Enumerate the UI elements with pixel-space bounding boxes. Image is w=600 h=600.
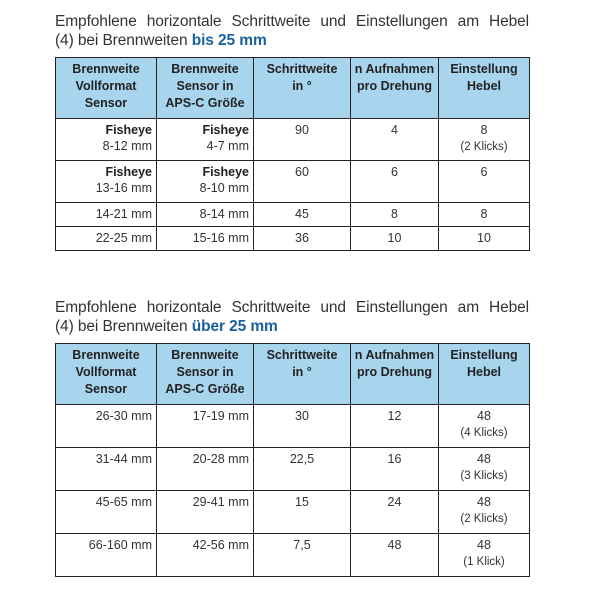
cell-lever: 48 (1 Klick)	[439, 534, 530, 577]
header-apsc: Brennweite Sensor in APS-C Größe	[157, 344, 254, 405]
heading-highlight: über 25 mm	[191, 318, 278, 335]
table-row	[56, 491, 530, 534]
cell-shots: 48	[351, 534, 439, 577]
section-heading	[55, 298, 529, 336]
header-apsc: Brennweite Sensor in APS-C Größe	[157, 58, 254, 119]
cell-shots: 16	[351, 448, 439, 491]
heading-line-1: Empfohlene horizontale Schrittweite und Einstellungen am Hebel	[55, 13, 529, 30]
table-row	[56, 227, 530, 251]
header-lever: Einstellung Hebel	[439, 58, 530, 119]
table-header-row	[56, 344, 530, 405]
cell-lever: 8 (2 Klicks)	[439, 119, 530, 161]
cell-fullframe: 26-30 mm	[56, 405, 157, 448]
table-row	[56, 161, 530, 203]
cell-lever: 10	[439, 227, 530, 251]
header-shots: n Aufnahmen pro Drehung	[351, 58, 439, 119]
cell-step: 45	[254, 203, 351, 227]
cell-step: 22,5	[254, 448, 351, 491]
heading-prefix: (4) bei Brennweiten	[55, 32, 192, 49]
header-step: Schrittweite in °	[254, 344, 351, 405]
section-up-to-25mm	[55, 12, 529, 251]
heading-highlight: bis 25 mm	[191, 32, 267, 49]
table-row	[56, 203, 530, 227]
cell-fullframe: Fisheye 8-12 mm	[56, 119, 157, 161]
header-fullframe: Brennweite Vollformat Sensor	[56, 58, 157, 119]
cell-step: 30	[254, 405, 351, 448]
header-shots: n Aufnahmen pro Drehung	[351, 344, 439, 405]
cell-step: 90	[254, 119, 351, 161]
cell-shots: 6	[351, 161, 439, 203]
cell-fullframe: 45-65 mm	[56, 491, 157, 534]
cell-fullframe: 22-25 mm	[56, 227, 157, 251]
cell-apsc: 29-41 mm	[157, 491, 254, 534]
table-row	[56, 448, 530, 491]
heading-prefix: (4) bei Brennweiten	[55, 318, 192, 335]
header-step: Schrittweite in °	[254, 58, 351, 119]
section-over-25mm	[55, 298, 529, 577]
table-row	[56, 405, 530, 448]
cell-lever: 48 (4 Klicks)	[439, 405, 530, 448]
table-row	[56, 534, 530, 577]
heading-line-2	[55, 31, 529, 50]
cell-apsc: Fisheye 8-10 mm	[157, 161, 254, 203]
section-heading	[55, 12, 529, 50]
header-lever: Einstellung Hebel	[439, 344, 530, 405]
cell-apsc: 20-28 mm	[157, 448, 254, 491]
cell-shots: 4	[351, 119, 439, 161]
heading-line-1: Empfohlene horizontale Schrittweite und Einstellungen am Hebel	[55, 299, 529, 316]
cell-shots: 24	[351, 491, 439, 534]
cell-lever: 8	[439, 203, 530, 227]
cell-lever: 48 (3 Klicks)	[439, 448, 530, 491]
cell-apsc: 8-14 mm	[157, 203, 254, 227]
cell-step: 60	[254, 161, 351, 203]
cell-shots: 10	[351, 227, 439, 251]
heading-line-2	[55, 317, 529, 336]
cell-fullframe: Fisheye 13-16 mm	[56, 161, 157, 203]
cell-apsc: 42-56 mm	[157, 534, 254, 577]
focal-length-table	[55, 343, 530, 577]
header-fullframe: Brennweite Vollformat Sensor	[56, 344, 157, 405]
cell-shots: 8	[351, 203, 439, 227]
cell-fullframe: 66-160 mm	[56, 534, 157, 577]
table-row	[56, 119, 530, 161]
cell-fullframe: 14-21 mm	[56, 203, 157, 227]
cell-shots: 12	[351, 405, 439, 448]
table-header-row	[56, 58, 530, 119]
cell-lever: 6	[439, 161, 530, 203]
cell-apsc: Fisheye 4-7 mm	[157, 119, 254, 161]
cell-fullframe: 31-44 mm	[56, 448, 157, 491]
cell-step: 36	[254, 227, 351, 251]
cell-lever: 48 (2 Klicks)	[439, 491, 530, 534]
cell-apsc: 17-19 mm	[157, 405, 254, 448]
cell-step: 15	[254, 491, 351, 534]
cell-step: 7,5	[254, 534, 351, 577]
cell-apsc: 15-16 mm	[157, 227, 254, 251]
focal-length-table	[55, 57, 530, 251]
